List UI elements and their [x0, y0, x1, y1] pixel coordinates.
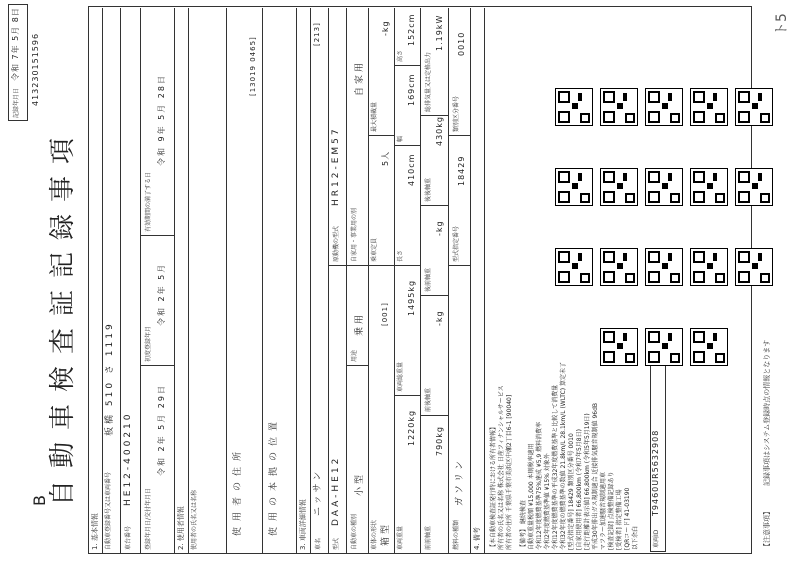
- capacity-label: 乗車定員: [371, 237, 378, 262]
- qr-code: [690, 328, 728, 366]
- width: 169cm: [407, 73, 416, 106]
- model-label: 型式: [333, 537, 340, 550]
- remark-line: 以下余白: [632, 525, 639, 550]
- chassis-number: HE12-400210: [123, 411, 133, 506]
- chassis-number-label: 車台番号: [125, 525, 132, 550]
- qr-code: [735, 168, 773, 206]
- first-registration-label: 初度登録年月: [145, 325, 152, 362]
- user-name-label: 使用者の氏名又は名称: [191, 489, 198, 550]
- remark-line: マフラー加速騒音規制適用車: [600, 471, 607, 550]
- qr-code: [690, 168, 728, 206]
- max-load-label: 最大積載量: [371, 101, 378, 132]
- record-date-label: 記録年月日: [13, 87, 20, 118]
- user-info-heading: 2. 使用者情報: [177, 506, 185, 550]
- document-title: 自動車検査証記録事項: [48, 125, 78, 506]
- vehicle-detail-heading: 3. 車両詳細情報: [299, 499, 307, 550]
- qr-code: [645, 168, 683, 206]
- fuel-type: ガソリン: [455, 457, 465, 506]
- front-front-axle-label: 前前軸重: [425, 525, 432, 550]
- registration-number-label: 自動車登録番号又は車両番号: [105, 471, 112, 550]
- record-date: 令和 7年 5月 8日: [11, 7, 20, 81]
- registration-date-label: 登録年月日/交付年月日: [145, 487, 152, 550]
- vehicle-kind: 小型: [355, 471, 365, 496]
- qr-code: [735, 248, 773, 286]
- form-letter: B: [30, 495, 49, 506]
- type-number-label: 型式指定番号: [453, 225, 460, 262]
- qr-code: [555, 248, 593, 286]
- remark-line: 令和12年度燃費基準75%達成 ¥5,9 燃料消費率: [536, 421, 543, 550]
- qr-code: [555, 168, 593, 206]
- fuel-label: 燃料の種類: [453, 519, 460, 550]
- owner-line: 所有者の住所 千葉県千葉市美浜区中瀬2丁目6-1 [90040]: [506, 394, 513, 550]
- qr-code: [645, 248, 683, 286]
- registration-number: 板橋 510 さ 1119: [105, 321, 115, 436]
- class-number-label: 類別区分番号: [453, 95, 460, 132]
- capacity: 5人: [381, 150, 390, 166]
- length-label: 長さ: [397, 249, 404, 262]
- first-registration: 令和 2年 5月: [157, 262, 166, 326]
- use-label: 用途: [351, 349, 358, 362]
- front-rear-axle: -kg: [435, 310, 444, 326]
- expiry-date-label: 有効期間の満了する日: [145, 171, 152, 232]
- displacement-label: 総排気量又は定格出力: [425, 51, 432, 112]
- height: 152cm: [407, 13, 416, 46]
- registration-date: 令和 2年 5月 29日: [157, 384, 166, 476]
- vehicle-id-label: 車両ID: [653, 529, 660, 548]
- maker-code: [213]: [313, 22, 321, 46]
- height-label: 高さ: [397, 49, 404, 62]
- remark-line: 令和12年度燃費基準の平成32年度燃費基準と比較して消費量: [552, 384, 559, 550]
- weight-label: 車両重量: [397, 525, 404, 550]
- basic-info-heading: 1. 基本情報: [91, 513, 99, 550]
- qr-code: [600, 248, 638, 286]
- front-front-axle: 790kg: [435, 426, 444, 456]
- gross-weight: 1495kg: [407, 279, 416, 316]
- length: 410cm: [407, 153, 416, 186]
- owner-line: 所有者の氏名又は名称 株式会社 日産フィナンシャルサービス: [498, 385, 505, 550]
- rear-front-axle-label: 後前軸重: [425, 267, 432, 292]
- remark-line: [走行距離計表示値] 66,800km (令和5年5月19日): [584, 413, 591, 550]
- vehicle-id: T9460UR5632908: [651, 429, 660, 516]
- remark-line: 令和32年度の燃費基準の数値 21.8km/L 28.1km/L (WLTC) 算定未了: [560, 362, 567, 550]
- vehicle-use: 乗用: [355, 311, 365, 336]
- qr-code: [600, 168, 638, 206]
- model-type: DAA-HE12: [331, 455, 341, 526]
- rear-rear-axle: 430kg: [435, 116, 444, 146]
- qr-code: [645, 328, 683, 366]
- body-shape-code: [001]: [381, 302, 389, 326]
- type-number: 18429: [457, 155, 466, 186]
- remark-line: 令和2年度燃費基準値 ¥15% 対象外: [544, 453, 551, 550]
- displacement: 1.19kW: [435, 14, 444, 51]
- remark-line: 【備考】 継続検査: [520, 500, 527, 550]
- qr-code: [555, 88, 593, 126]
- user-address-label: 使用者の住所: [233, 445, 243, 536]
- vehicle-weight: 1220kg: [407, 409, 416, 446]
- purpose: 自家用: [355, 59, 365, 96]
- remark-line: [自家用使用者] 66,800km (令和7年5月8日): [576, 429, 583, 550]
- qr-code: [690, 88, 728, 126]
- max-load: -kg: [381, 20, 390, 36]
- maker-name: ニッサン: [313, 468, 323, 516]
- user-address-code: [13019 0465]: [249, 36, 257, 96]
- document-number: 413230151596: [31, 32, 40, 106]
- rear-front-axle: -kg: [435, 220, 444, 236]
- qr-code: [735, 88, 773, 126]
- remarks-heading: 4. 備考: [473, 527, 481, 550]
- front-rear-axle-label: 前後軸重: [425, 387, 432, 412]
- remark-line: [受検者] 指定整備工場: [616, 489, 623, 550]
- owner-line: 【本自動車検査証発行時における所有者情報】: [490, 423, 497, 550]
- remark-line: 平成30年排出ガス規制適合 近接排気騒音規制値 96dB: [592, 402, 599, 550]
- base-location-label: 使用の本拠の位置: [269, 415, 279, 536]
- remark-line: [検査記録] 点検整備記録あり: [608, 471, 615, 550]
- class-number: 0010: [457, 31, 466, 56]
- engine-type: HR12-EM57: [331, 126, 341, 206]
- purpose-label: 自家用・事業用の別: [351, 207, 358, 262]
- notice-label: 【注意事項】: [763, 508, 771, 550]
- qr-code: [600, 328, 638, 366]
- engine-type-label: 原動機の型式: [333, 225, 340, 262]
- gross-weight-label: 車両総重量: [397, 361, 404, 392]
- margin-handwriting: ト5: [774, 13, 790, 36]
- remark-line: [QRコード] 41-03190: [624, 487, 631, 550]
- remark-line: [型式指定番号] 18429 類別区分番号 0010: [568, 433, 575, 550]
- qr-code: [690, 248, 728, 286]
- rear-rear-axle-label: 後後軸重: [425, 177, 432, 202]
- maker-label: 車名: [315, 537, 322, 550]
- vehicle-kind-label: 自動車の種別: [351, 513, 358, 550]
- notice-text: 記録事項はシステム登録時点の情報となります: [763, 339, 771, 486]
- remark-line: 自動車重量税額 ¥15,000 本則税率適用: [528, 443, 535, 550]
- expiry-date: 令和 9年 5月 28日: [157, 74, 166, 166]
- body-shape-label: 車体の形状: [371, 519, 378, 550]
- width-label: 幅: [397, 135, 404, 142]
- body-shape: 箱型: [381, 521, 391, 546]
- qr-code: [600, 88, 638, 126]
- qr-code: [645, 88, 683, 126]
